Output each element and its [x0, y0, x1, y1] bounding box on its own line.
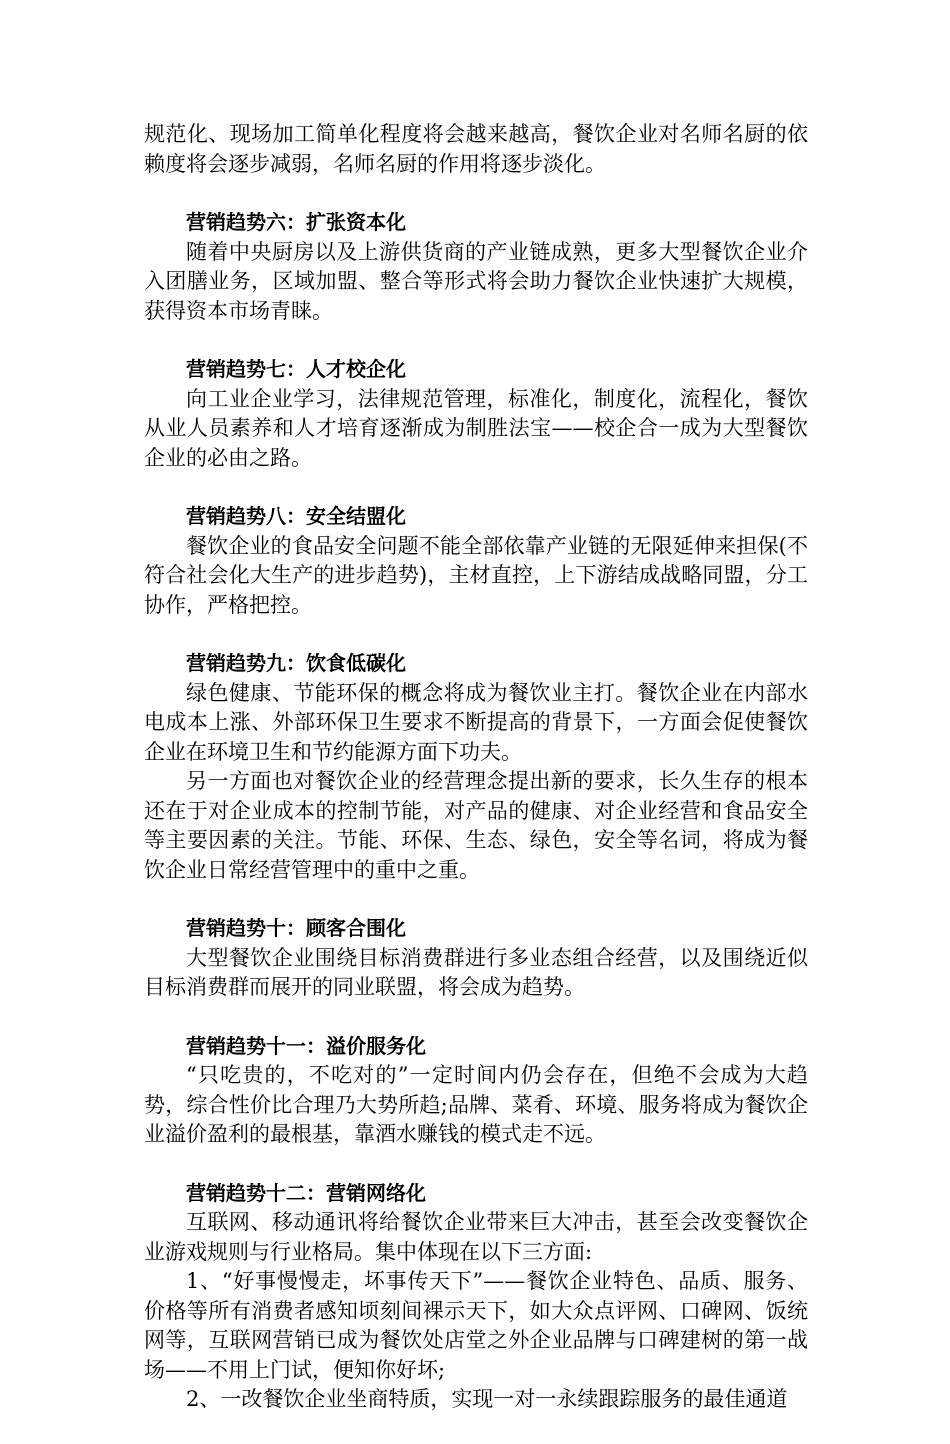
section-heading: 营销趋势十二：营销网络化	[186, 1180, 426, 1205]
section-trend-12	[144, 1179, 808, 1415]
section-paragraph: 向工业企业学习，法律规范管理，标准化，制度化，流程化，餐饮从业人员素养和人才培育逐渐成为制胜法宝——校企合一成为大型餐饮企业的必由之路。	[144, 386, 808, 470]
section-trend-6	[144, 208, 808, 326]
section-trend-9	[144, 649, 808, 885]
section-paragraph: 绿色健康、节能环保的概念将成为餐饮业主打。餐饮企业在内部水电成本上涨、外部环保卫生要求不断提高的背景下，一方面会促使餐饮企业在环境卫生和节约能源方面下功夫。	[144, 680, 808, 764]
section-heading: 营销趋势十一：溢价服务化	[186, 1033, 426, 1058]
section-trend-11	[144, 1032, 808, 1150]
list-item-paragraph: 1、“好事慢慢走，坏事传天下”——餐饮企业特色、品质、服务、价格等所有消费者感知顷刻间裸示天下，如大众点评网、口碑网、饭统网等，互联网营销已成为餐饮处店堂之外企业品牌与口碑建树的第一战场——不用上门试，便知你好坏;	[144, 1269, 808, 1382]
section-paragraph: 互联网、移动通讯将给餐饮企业带来巨大冲击，甚至会改变餐饮企业游戏规则与行业格局。集中体现在以下三方面:	[144, 1210, 808, 1264]
section-trend-10	[144, 914, 808, 1003]
section-trend-8	[144, 502, 808, 620]
section-heading: 营销趋势九：饮食低碳化	[186, 651, 406, 675]
section-paragraph: “只吃贵的，不吃对的”一定时间内仍会存在，但绝不会成为大趋势，综合性价比合理乃大势所趋;品牌、菜肴、环境、服务将成为餐饮企业溢价盈利的最根基，靠酒水赚钱的模式走不远。	[144, 1063, 808, 1146]
section-paragraph: 另一方面也对餐饮企业的经营理念提出新的要求，长久生存的根本还在于对企业成本的控制节能，对产品的健康、对企业经营和食品安全等主要因素的关注。节能、环保、生态、绿色，安全等名词，将成为餐饮企业日常经营管理中的重中之重。	[144, 769, 808, 882]
list-item-paragraph: 2、一改餐饮企业坐商特质，实现一对一永续跟踪服务的最佳通道	[186, 1387, 788, 1411]
section-paragraph: 餐饮企业的食品安全问题不能全部依靠产业链的无限延伸来担保(不符合社会化大生产的进步趋势)，主材直控，上下游结成战略同盟，分工协作，严格把控。	[144, 533, 808, 617]
section-heading: 营销趋势十：顾客合围化	[186, 916, 406, 940]
section-paragraph: 随着中央厨房以及上游供货商的产业链成熟，更多大型餐饮企业介入团膳业务，区域加盟、整合等形式将会助力餐饮企业快速扩大规模，获得资本市场青睐。	[144, 239, 808, 323]
continuation-section	[144, 120, 808, 179]
section-heading: 营销趋势八：安全结盟化	[186, 504, 406, 528]
continuation-paragraph: 规范化、现场加工简单化程度将会越来越高，餐饮企业对名师名厨的依赖度将会逐步减弱，名师名厨的作用将逐步淡化。	[144, 122, 808, 176]
section-heading: 营销趋势六：扩张资本化	[186, 210, 406, 234]
document-page	[144, 120, 808, 1444]
section-paragraph: 大型餐饮企业围绕目标消费群进行多业态组合经营，以及围绕近似目标消费群而展开的同业联盟，将会成为趋势。	[144, 945, 808, 999]
section-heading: 营销趋势七：人才校企化	[186, 357, 406, 381]
section-trend-7	[144, 355, 808, 473]
